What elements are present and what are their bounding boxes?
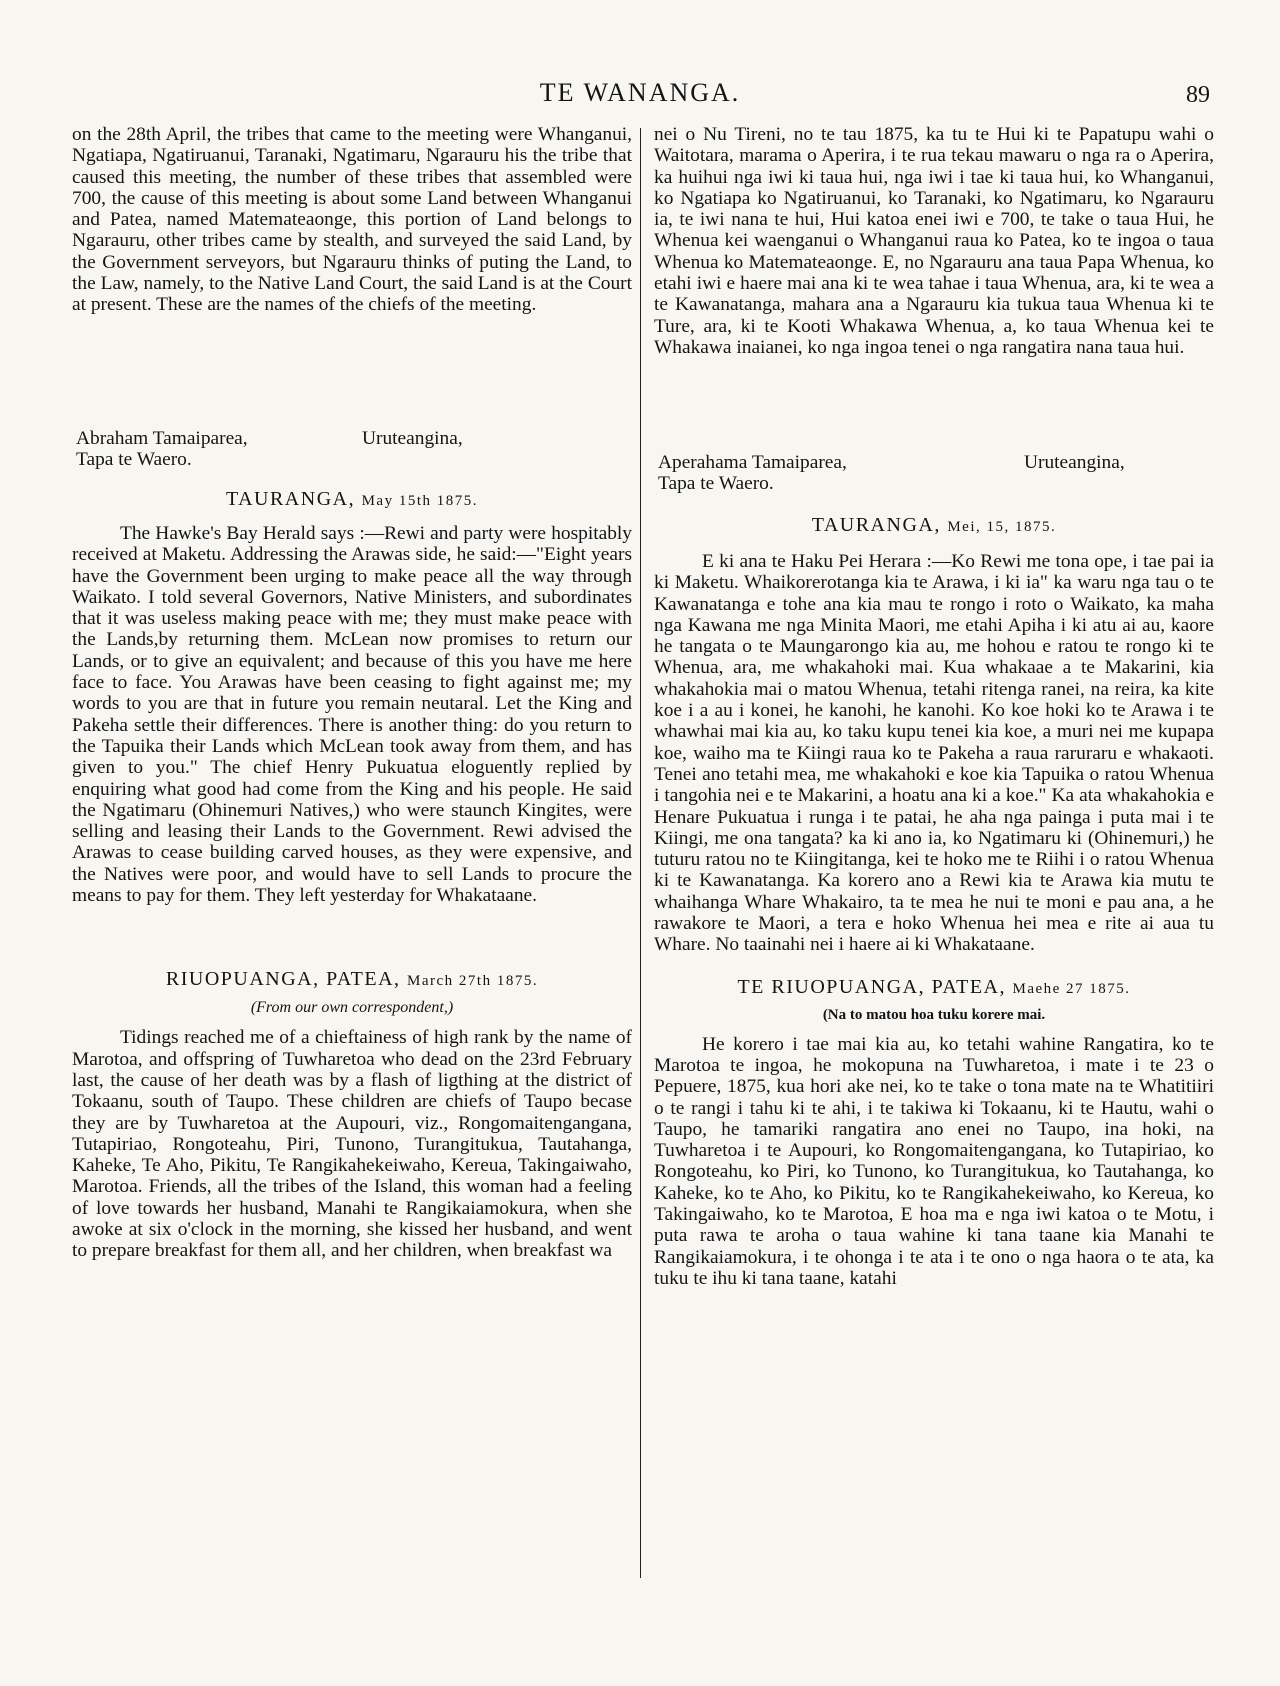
heading-place: TE RIUOPUANGA, PATEA, (737, 975, 1006, 998)
article-paragraph: E ki ana te Haku Pei Herara :—Ko Rewi me tona ope, i tae pai ia ki Maketu. Whaikorerotanga kia te Arawa, i ki ia" ka waru nga tau o te Kawanatanga e tohe ana kia mau te rongo i roto o Waikato, ka maha nga Kawana me nga Minita Maori, me etahi Apiha i ki atu ai au, kaore he tangata o te Maungarongo kia au, me hohou e ratou te rongo ki te Whenua, ara, me whakahoki mai. Kua whakaae a te Makarini, kia whakahokia mai o matou Whenua, tetahi ritenga ranei, na reira, ka kite koe i a au i konei, he kanohi, he kanohi. Ko koe hoki ko te Arawa i te whawhai mai kia au, ko taku kupu tenei kia koe, a muri nei me kupapa koe, waiho ma te Kiingi raua ko te Pakeha a raua raruraru e whakaoti. Tenei ano tetahi mea, me whakahoki e koe kia Tapuika o ratou Whenua i tangohia nei e te Makarini, a hoatu ana ki a koe." Ka ata whakahokia e Henare Pukuatua i runga i te patai, he aha nga painga i puta mai i te Kiingi, me ona tangata? ka ki ano ia, ko Ngatimaru ki (Ohinemuri,) he tuturu ratou no te Kiingitanga, kei te hoko me te Riihi i o ratou Whenua ki te Kawanatanga. Ka korero ano a Rewi kia te Arawa kia mutu te whaihanga Whare Whakairo, ta te mea he nui te moni e pau ana, a he rawakore te Maori, a tera e hoko Whenua hei mea e rite ai aua tu Whare. No taainahi nei i haere ai ki Whakataane. (654, 551, 1214, 956)
tauranga-article-maori (654, 551, 1214, 956)
heading-date: Mei, 15, 1875. (947, 519, 1057, 535)
page-header (0, 78, 1280, 118)
signatories-maori (654, 452, 1214, 496)
meeting-paragraph: on the 28th April, the tribes that came to the meeting were Whanganui, Ngatiapa, Ngatiruanui, Taranaki, Ngatimaru, Ngarauru his the tribe that caused this meeting, the number of these tribes that assembled were 700, the cause of this meeting is about some Land between Whanganui and Patea, named Matemateaonge, this portion of Land belongs to Ngarauru, other tribes came by stealth, and surveyed the said Land, by the Government serveyors, but Ngarauru thinks of puting the Land, to the Law, namely, to the Native Land Court, the said Land is at the Court at present. These are the names of the chiefs of the meeting. (72, 124, 632, 316)
section-heading-tauranga (654, 514, 1214, 537)
heading-place: RIUOPUANGA, PATEA, (165, 968, 401, 991)
heading-date: Maehe 27 1875. (1012, 980, 1131, 997)
meeting-report-maori (654, 124, 1214, 446)
article-paragraph: Tidings reached me of a chieftainess of high rank by the name of Marotoa, and offspring of Tuwharetoa who dead on the 23rd February last, the cause of her death was by a flash of ligthing at the district of Tokaanu, south of Taupo. These children are chiefs of Taupo becase they are by Tuwharetoa at the Aupouri, viz., Rongomaitengangana, Tutapiriao, Rongoteahu, Piri, Tunono, Turangitukua, Tautahanga, Kaheke, Te Aho, Pikitu, Te Rangikahekeiwaho, Kereua, Takingaiwaho, Marotoa. Friends, all the tribes of the Island, this woman had a feeling of love towards her husband, Manahi te Rangikaiamokura, when she awoke at six o'clock in the morning, she kissed her husband, and went to prepare breakfast for them all, and her children, when breakfast wa (72, 1027, 632, 1262)
signatory-name: Tapa te Waero. (76, 449, 192, 470)
meeting-paragraph: nei o Nu Tireni, no te tau 1875, ka tu te Hui ki te Papatupu wahi o Waitotara, marama o Aperira, i te rua tekau mawaru o nga ra o Aperira, ka huihui nga iwi ki taua hui, nga iwi i tae ki taua hui, ko Whanganui, ko Ngatiapa ko Ngatiruanui, ko Taranaki, ko Ngatimaru, ko Ngarauru ia, te iwi nana te hui, Hui katoa enei iwi e 700, te take o taua Hui, he Whenua kei waenganui o Whanganui raua ko Patea, ko te ingoa o taua Whenua ko Matemateaonge. E, no Ngarauru ana taua Papa Whenua, ko etahi iwi e haere mai ana ki te wea tahae i taua Whenua, ara, ki te wea a te Kawanatanga, mahara ana a Ngarauru kia tukua taua Whenua ki te Ture, ara, ki te Kooti Whakawa Whenua, a, ko taua Whenua kei te Whakawa inaianei, ko nga ingoa tenei o nga rangatira nana taua hui. (654, 124, 1214, 358)
correspondent-note: (From our own correspondent,) (250, 999, 454, 1017)
signatory-name: Abraham Tamaiparea, (76, 428, 248, 449)
riuopuanga-article-english (72, 1027, 632, 1261)
article-paragraph: He korero i tae mai kia au, ko tetahi wahine Rangatira, ko te Marotoa te ingoa, he mokopuna na Tuwharetoa, i mate i te 23 o Pepuere, 1875, kua hori ake nei, ko te take o tona mate na te Whatitiiri o te rangi i tahu ki te ahi, i te takiwa ki Tokaanu, ki te Hautu, wahi o Taupo, he tamariki rangatira ano enei no Taupo, ina hoki, na Tuwharetoa i te Aupouri, ko Rongomaitengangana, ko Tutapiriao, ko Rongoteahu, ko Piri, ko Tunono, ko Turangitukua, ko Tautahanga, ko Kaheke, ko te Aho, ko Pikitu, ko te Rangikahekeiwaho, ko Kereua, ko Takingaiwaho, ko te Marotoa, E hoa ma e nga iwi katoa o te Motu, i puta rawa te aroha o taua wahine ki tana taane kia Manahi te Rangikaiamokura, i te ohonga i te ata i te ono o nga haora o te ata, ka tuku te ihu ki tana taane, katahi (654, 1033, 1214, 1289)
heading-date: March 27th 1875. (407, 973, 539, 990)
signatories-english (72, 428, 632, 472)
signatory-name: Uruteangina, (362, 428, 463, 449)
meeting-report-english (72, 124, 632, 382)
section-heading-riuopuanga (654, 976, 1214, 999)
page-number: 89 (1186, 82, 1210, 108)
column-divider (640, 128, 641, 1578)
heading-date: May 15th 1875. (361, 493, 479, 509)
riuopuanga-article-maori (654, 1034, 1214, 1290)
english-column (72, 124, 632, 1262)
correspondent-note: (Na to matou hoa tuku korere mai. (822, 1006, 1046, 1023)
signatory-name: Aperahama Tamaiparea, (658, 452, 847, 473)
tauranga-article-english (72, 523, 632, 906)
section-heading-tauranga (72, 488, 632, 511)
maori-column (654, 124, 1214, 1289)
signatory-name: Tapa te Waero. (658, 473, 774, 494)
signatory-name: Uruteangina, (1024, 452, 1125, 473)
article-paragraph: The Hawke's Bay Herald says :—Rewi and party were hospitably received at Maketu. Addressing the Arawas side, he said:—"Eight years have the Government been urging to make peace all the way through Waikato. I told several Governors, Native Ministers, and subordinates that it was useless making peace with me; they must make peace with the Lands,by returning them. McLean now promises to return our Lands, or to give an equivalent; and because of this you have me here face to face. You Arawas have been ceasing to fight against me; my words to you are that in future you remain neutaral. Let the King and Pakeha settle their differences. There is another thing: do you return to the Tapuika their Lands which McLean took away from them, and has given to you." The chief Henry Pukuatua eloguently replied by enquiring what good had come from the King and his people. He said the Ngatimaru (Ohinemuri Natives,) who were staunch Kingites, were selling and leasing their Lands to the Government. Rewi advised the Arawas to cease building carved houses, as they were expensive, and the Natives were poor, and would have to sell Lands to procure the means to pay for them. They left yesterday for Whakataane. (72, 523, 632, 907)
section-heading-riuopuanga (72, 968, 632, 991)
running-title: TE WANANGA. (539, 78, 741, 107)
heading-place: TAURANGA, (811, 514, 941, 536)
heading-place: TAURANGA, (225, 488, 356, 510)
